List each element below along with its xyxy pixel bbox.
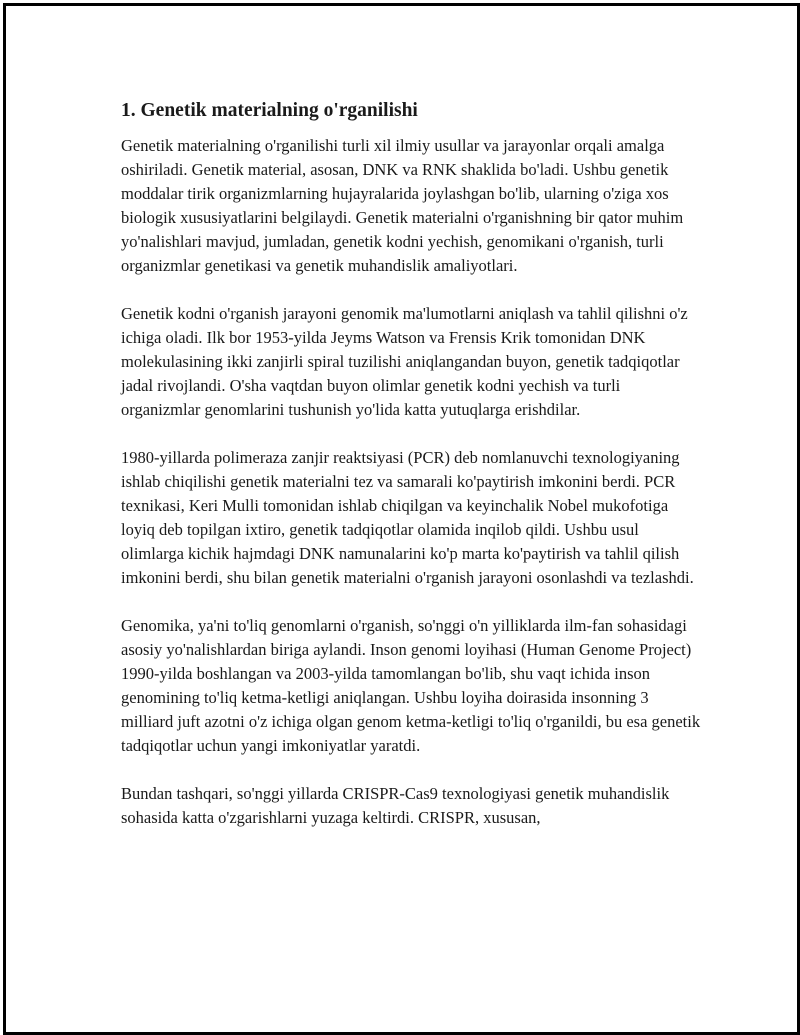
document-body (121, 98, 701, 854)
paragraph-1: Genetik materialning o'rganilishi turli xil ilmiy usullar va jarayonlar orqali amalga oshiriladi. Genetik material, asosan, DNK va RNK shaklida bo'ladi. Ushbu genetik moddalar tirik organizmlarning hujayralarida joylashgan bo'lib, ularning o'ziga xos biologik xususiyatlarini belgilaydi. Genetik materialni o'rganishning bir qator muhim yo'nalishlari mavjud, jumladan, genetik kodni yechish, genomikani o'rganish, turli organizmlar genetikasi va genetik muhandislik amaliyotlari. (121, 136, 684, 275)
paragraph-2: Genetik kodni o'rganish jarayoni genomik ma'lumotlarni aniqlash va tahlil qilishni o'z ichiga oladi. Ilk bor 1953-yilda Jeyms Watson va Frensis Krik tomonidan DNK molekulasining ikki zanjirli spiral tuzilishi aniqlangandan buyon, genetik tadqiqotlar jadal rivojlandi. O'sha vaqtdan buyon olimlar genetik kodni yechish va turli organizmlar genomlarini tushunish yo'lida katta yutuqlarga erishdilar. (121, 304, 688, 419)
paragraph-4: Genomika, ya'ni to'liq genomlarni o'rganish, so'nggi o'n yilliklarda ilm-fan sohasidagi asosiy yo'nalishlardan biriga aylandi. Inson genomi loyihasi (Human Genome Project) 1990-yilda boshlangan va 2003-yilda tamomlangan bo'lib, shu vaqt ichida inson genomining to'liq ketma-ketligi aniqlangan. Ushbu loyiha doirasida insonning 3 milliard juft azotni o'z ichiga olgan genom ketma-ketligi to'liq o'rganildi, bu esa genetik tadqiqotlar uchun yangi imkoniyatlar yaratdi. (121, 616, 701, 755)
paragraph-3: 1980-yillarda polimeraza zanjir reaktsiyasi (PCR) deb nomlanuvchi texnologiyaning ishlab chiqilishi genetik materialni tez va samarali ko'paytirish imkonini berdi. PCR texnikasi, Keri Mulli tomonidan ishlab chiqilgan va keyinchalik Nobel mukofotiga loyiq deb topilgan ixtiro, genetik tadqiqotlar olamida inqilob qildi. Ushbu usul olimlarga kichik hajmdagi DNK namunalarini ko'p marta ko'paytirish va tahlil qilish imkonini berdi, shu bilan genetik materialni o'rganish jarayoni osonlashdi va tezlashdi. (121, 448, 694, 587)
paragraph-5: Bundan tashqari, so'nggi yillarda CRISPR-Cas9 texnologiyasi genetik muhandislik sohasida katta o'zgarishlarni yuzaga keltirdi. CRISPR, xususan, (121, 784, 670, 827)
section-heading: 1. Genetik materialning o'rganilishi (121, 100, 418, 121)
document-page (3, 3, 800, 1035)
